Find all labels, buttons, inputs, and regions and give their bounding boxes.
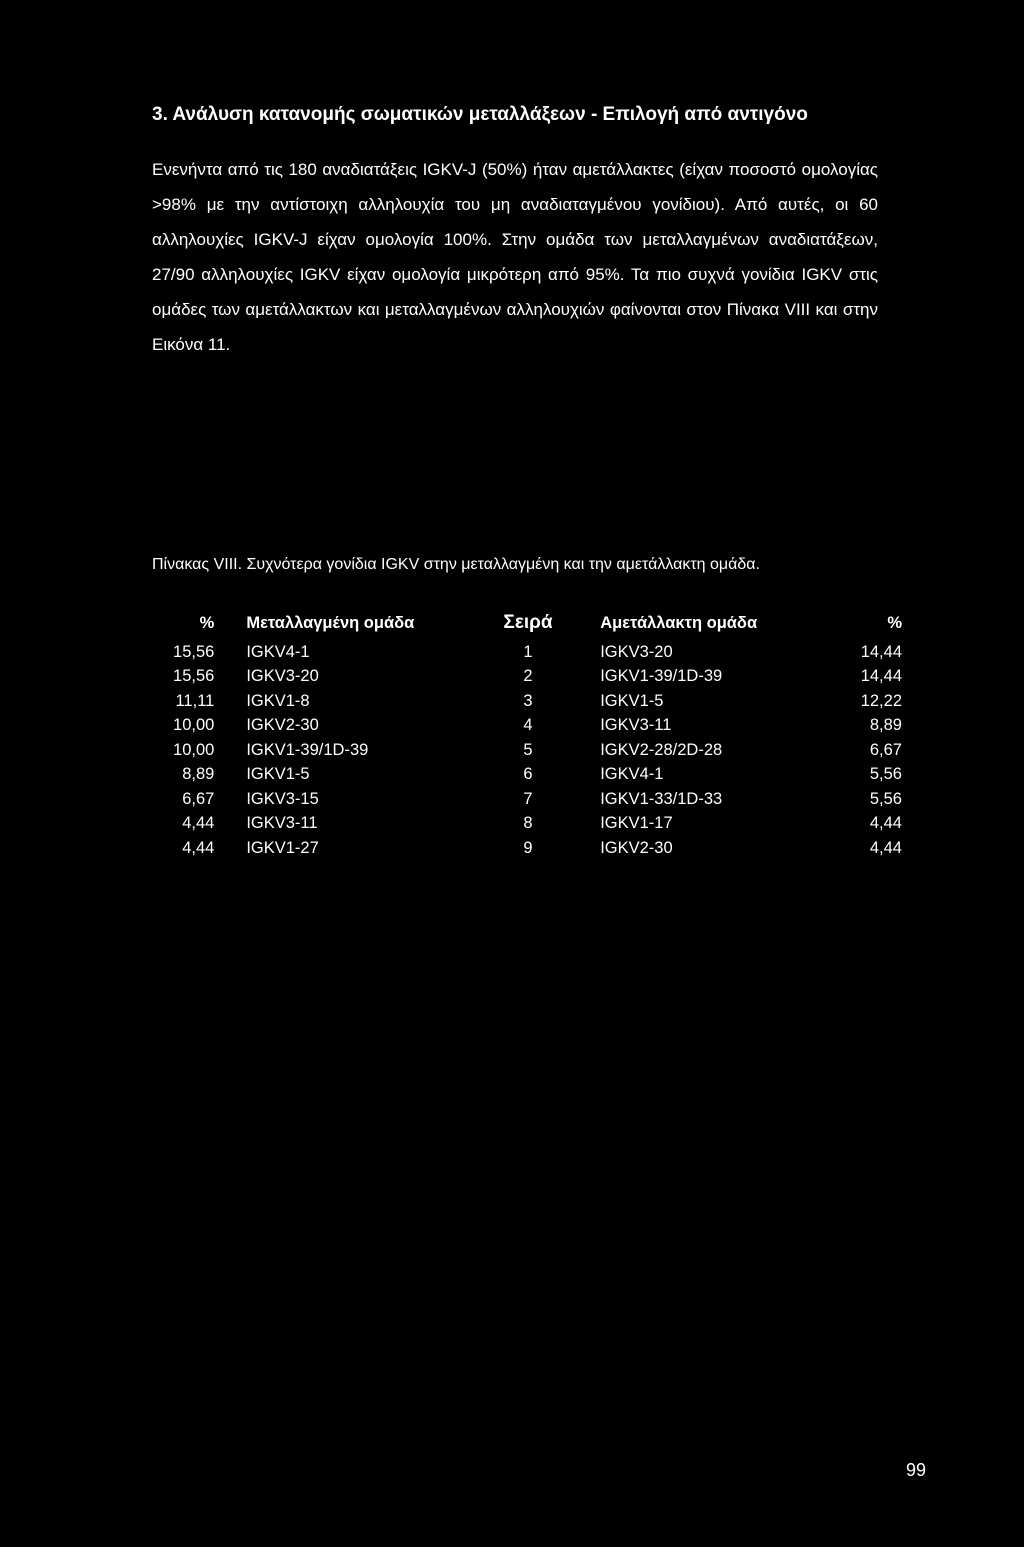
cell-unmutated-gene: IGKV1-5 (600, 691, 664, 710)
cell-percent-mutated: 4,44 (182, 838, 215, 857)
cell-percent-mutated: 8,89 (182, 765, 215, 784)
cell-percent-mutated: 6,67 (182, 789, 215, 808)
cell-percent-unmutated: 4,44 (869, 814, 902, 833)
cell-percent-unmutated: 14,44 (860, 642, 902, 661)
cell-mutated-gene: IGKV4-1 (246, 642, 310, 661)
table-header-row (152, 606, 902, 640)
cell-percent-unmutated: 4,44 (869, 838, 902, 857)
table-row (152, 836, 902, 861)
table-row (152, 714, 902, 739)
section-heading: 3. Ανάλυση κατανομής σωματικών μεταλλάξεων - Επιλογή από αντιγόνο (152, 104, 808, 125)
section-paragraph: Ενενήντα από τις 180 αναδιατάξεις IGKV-J (50%) ήταν αμετάλλακτες (είχαν ποσοστό ομολογίας >98% με την αντίστοιχη αλληλουχία του μη αναδιαταγμένου γονίδιου). Από αυτές, οι 60 αλληλουχίες IGKV-J είχαν ομολογία 100%. Στην ομάδα των μεταλλαγμένων αναδιατάξεων, 27/90 αλληλουχίες IGKV είχαν ομολογία μικρότερη από 95%. Τα πιο συχνά γονίδια IGKV στις ομάδες των αμετάλλακτων και μεταλλαγμένων αλληλουχιών φαίνονται στον Πίνακα VIII και στην Εικόνα 11. (152, 160, 878, 354)
cell-percent-mutated: 15,56 (173, 642, 215, 661)
cell-unmutated-gene: IGKV4-1 (600, 765, 664, 784)
table-row (152, 812, 902, 837)
header-order: Σειρά (503, 612, 553, 633)
cell-unmutated-gene: IGKV1-17 (600, 814, 673, 833)
cell-unmutated-gene: IGKV3-11 (600, 716, 672, 735)
cell-percent-unmutated: 6,67 (869, 740, 902, 759)
cell-unmutated-gene: IGKV2-28/2D-28 (600, 740, 723, 759)
cell-percent-unmutated: 5,56 (869, 765, 902, 784)
cell-percent-mutated: 11,11 (175, 691, 215, 710)
cell-unmutated-gene: IGKV1-39/1D-39 (600, 667, 723, 686)
cell-unmutated-gene: IGKV2-30 (600, 838, 673, 857)
table-body (152, 640, 902, 861)
igkv-genes-table (152, 606, 902, 861)
header-unmutated-group: Αμετάλλακτη ομάδα (600, 613, 758, 632)
table-row (152, 640, 902, 665)
cell-mutated-gene: IGKV2-30 (246, 716, 319, 735)
cell-unmutated-gene: IGKV1-33/1D-33 (600, 789, 723, 808)
cell-order: 2 (523, 667, 533, 686)
cell-mutated-gene: IGKV1-5 (246, 765, 310, 784)
table-row (152, 665, 902, 690)
cell-percent-mutated: 10,00 (173, 740, 215, 759)
cell-mutated-gene: IGKV1-27 (246, 838, 319, 857)
header-percent-unmutated: % (887, 613, 902, 632)
cell-percent-mutated: 15,56 (173, 667, 215, 686)
cell-percent-unmutated: 5,56 (869, 789, 902, 808)
cell-mutated-gene: IGKV1-39/1D-39 (246, 740, 369, 759)
cell-mutated-gene: IGKV3-11 (246, 814, 318, 833)
cell-percent-unmutated: 14,44 (860, 667, 902, 686)
cell-percent-unmutated: 8,89 (869, 716, 902, 735)
cell-order: 6 (523, 765, 533, 784)
table-row (152, 787, 902, 812)
table-row (152, 738, 902, 763)
cell-order: 9 (523, 838, 533, 857)
cell-mutated-gene: IGKV3-20 (246, 667, 319, 686)
cell-order: 1 (523, 642, 533, 661)
page-number: 99 (905, 1460, 926, 1480)
cell-order: 5 (523, 740, 533, 759)
cell-mutated-gene: IGKV1-8 (246, 691, 310, 710)
cell-order: 3 (523, 691, 533, 710)
cell-mutated-gene: IGKV3-15 (246, 789, 319, 808)
header-percent-mutated: % (199, 613, 215, 632)
cell-order: 4 (523, 716, 533, 735)
cell-order: 8 (523, 814, 533, 833)
cell-percent-mutated: 10,00 (173, 716, 215, 735)
table-caption: Πίνακας VIII. Συχνότερα γονίδια IGKV στην μεταλλαγμένη και την αμετάλλακτη ομάδα. (152, 556, 760, 573)
header-mutated-group: Μεταλλαγμένη ομάδα (246, 613, 415, 632)
table-row (152, 689, 902, 714)
table-row (152, 763, 902, 788)
cell-percent-mutated: 4,44 (182, 814, 215, 833)
cell-unmutated-gene: IGKV3-20 (600, 642, 673, 661)
cell-order: 7 (523, 789, 533, 808)
cell-percent-unmutated: 12,22 (860, 691, 902, 710)
